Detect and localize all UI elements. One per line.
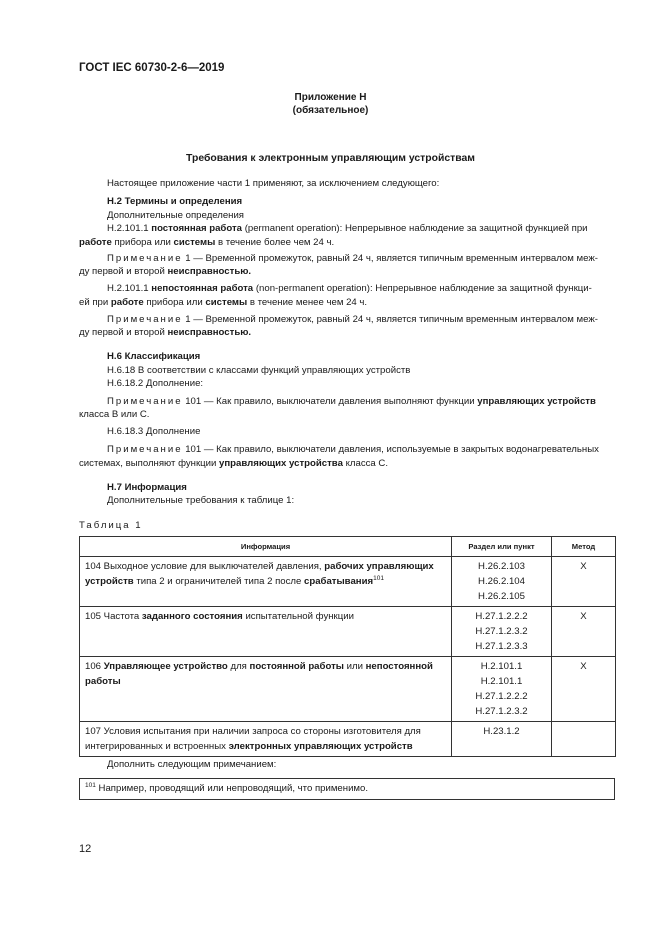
column-header-ref: Раздел или пункт	[452, 537, 552, 557]
intro-paragraph: Настоящее приложение части 1 применяют, за исключением следующего:	[107, 178, 440, 189]
h6-paragraph-3: H.6.18.3 Дополнение	[107, 426, 201, 437]
h6-note-1-cont: класса B или C.	[79, 409, 150, 420]
ref-cell: H.27.1.2.2.2 H.27.1.2.3.2 H.27.1.2.3.3	[452, 607, 552, 657]
page-number: 12	[79, 843, 92, 855]
definition-non-permanent: H.2.101.1 непостоянная работа (non-permanent operation): Непрерывное наблюдение за защитной функци-	[107, 283, 592, 294]
definition-permanent: H.2.101.1 постоянная работа (permanent operation): Непрерывное наблюдение за защитной функцией при	[107, 223, 588, 234]
h6-title: H.6 Классификация	[107, 351, 201, 362]
standard-designation: ГОСТ IEC 60730-2-6—2019	[79, 62, 225, 74]
note-non-permanent-cont: ду первой и второй неисправностью.	[79, 327, 252, 338]
column-header-method: Метод	[552, 537, 616, 557]
after-table-paragraph: Дополнить следующим примечанием:	[107, 759, 277, 770]
info-cell: 106 Управляющее устройство для постоянной работы или непостоянной работы	[80, 657, 452, 722]
requirements-table	[79, 536, 616, 757]
table-row	[80, 557, 616, 607]
method-cell: X	[552, 557, 616, 607]
ref-cell: H.2.101.1 H.2.101.1 H.27.1.2.2.2 H.27.1.2.3.2	[452, 657, 552, 722]
annex-status: (обязательное)	[292, 105, 369, 116]
method-cell: X	[552, 607, 616, 657]
h6-note-2: Примечание 101 — Как правило, выключатели давления, используемые в закрытых водонагревательных	[107, 444, 599, 455]
table-row	[80, 722, 616, 757]
h6-paragraph-1: H.6.18 В соответствии с классами функций управляющих устройств	[107, 365, 411, 376]
definition-permanent-cont: работе прибора или системы в течение более чем 24 ч.	[79, 237, 335, 248]
ref-cell: H.26.2.103 H.26.2.104 H.26.2.105	[452, 557, 552, 607]
info-cell: 105 Частота заданного состояния испытательной функции	[80, 607, 452, 657]
table-header-row	[80, 537, 616, 557]
footnote-box	[79, 778, 615, 800]
h2-title: H.2 Термины и определения	[107, 196, 243, 207]
info-cell: 104 Выходное условие для выключателей давления, рабочих управляющих устройств типа 2 и ограничителей типа 2 после срабатывания$^{101}$	[80, 557, 452, 607]
note-non-permanent: Примечание 1 — Временной промежуток, равный 24 ч, является типичным временным интервалом меж-	[107, 314, 598, 325]
footnote-text: Например, проводящий или непроводящий, что применимо.	[98, 783, 369, 794]
h6-note-2-cont: системах, выполняют функции управляющих устройства класса C.	[79, 458, 389, 469]
footnote-mark: 101	[85, 782, 96, 789]
table-caption: Таблица 1	[79, 520, 143, 531]
h6-note-1: Примечание 101 — Как правило, выключатели давления выполняют функции управляющих устройств	[107, 396, 596, 407]
ref-cell: H.23.1.2	[452, 722, 552, 757]
h7-title: H.7 Информация	[107, 482, 187, 493]
h6-paragraph-2: H.6.18.2 Дополнение:	[107, 378, 204, 389]
table-row	[80, 607, 616, 657]
section-heading: Требования к электронным управляющим устройствам	[186, 153, 475, 164]
note-permanent: Примечание 1 — Временной промежуток, равный 24 ч, является типичным временным интервалом меж-	[107, 253, 598, 264]
table-row	[80, 657, 616, 722]
method-cell	[552, 722, 616, 757]
method-cell: X	[552, 657, 616, 722]
note-permanent-cont: ду первой и второй неисправностью.	[79, 266, 252, 277]
h2-subtitle: Дополнительные определения	[107, 210, 245, 221]
definition-non-permanent-cont: ей при работе прибора или системы в течение менее чем 24 ч.	[79, 297, 368, 308]
h7-paragraph: Дополнительные требования к таблице 1:	[107, 495, 295, 506]
annex-title: Приложение H	[294, 92, 367, 103]
column-header-info: Информация	[80, 537, 452, 557]
info-cell: 107 Условия испытания при наличии запроса со стороны изготовителя для интегрированных и встроенных электронных управляющих устройств	[80, 722, 452, 757]
